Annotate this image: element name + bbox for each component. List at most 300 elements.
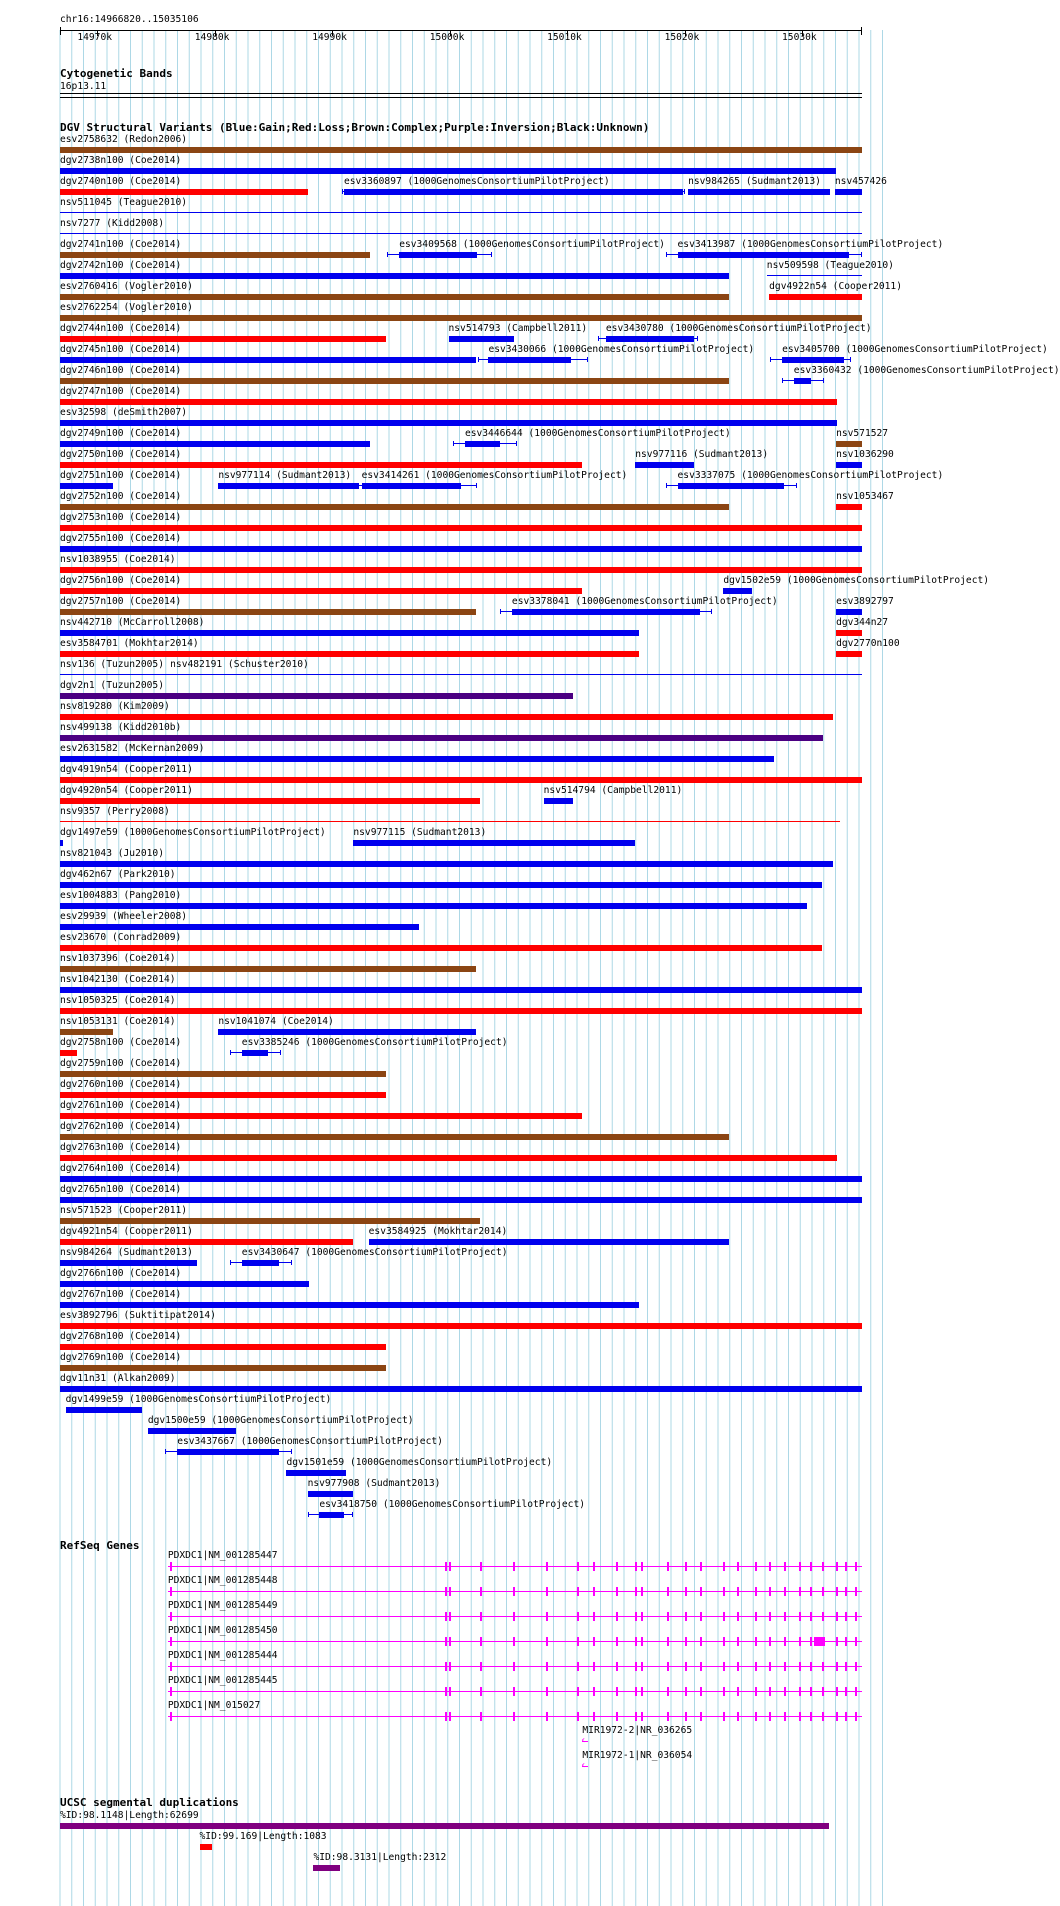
refseq-exon (836, 1687, 838, 1696)
dgv-feature-bar[interactable] (836, 630, 862, 636)
segdup-feature-label[interactable]: %ID:99.169|Length:1083 (199, 1831, 327, 1842)
dgv-feature-bar[interactable] (218, 1029, 475, 1035)
refseq-exon (641, 1687, 643, 1696)
dgv-feature-bar[interactable] (60, 693, 573, 699)
refseq-exon (810, 1687, 812, 1696)
dgv-feature-label[interactable]: nsv509598 (Teague2010) (766, 260, 894, 271)
dgv-feature-label[interactable]: dgv2764n100 (Coe2014) (60, 1163, 182, 1174)
refseq-exon (814, 1637, 825, 1646)
dgv-feature-label[interactable]: esv2631582 (McKernan2009) (60, 743, 205, 754)
dgv-feature-bar[interactable] (60, 483, 113, 489)
refseq-exon (577, 1612, 579, 1621)
dgv-feature-bar[interactable] (60, 1386, 862, 1392)
dgv-feature-bar[interactable] (60, 357, 476, 363)
dgv-feature-whisker-cap (500, 609, 501, 614)
dgv-feature-label[interactable]: nsv1041074 (Coe2014) (218, 1016, 334, 1027)
dgv-feature-bar[interactable] (60, 714, 833, 720)
dgv-feature-bar[interactable] (449, 336, 515, 342)
dgv-feature-bar[interactable] (60, 1365, 386, 1371)
dgv-feature-label[interactable]: dgv462n67 (Park2010) (60, 869, 176, 880)
dgv-feature-label[interactable]: dgv2744n100 (Coe2014) (60, 323, 182, 334)
ruler-tick-label: 14990k (312, 32, 347, 43)
refseq-exon (445, 1687, 447, 1696)
dgv-feature-bar[interactable] (60, 588, 582, 594)
dgv-track-title: DGV Structural Variants (Blue:Gain;Red:Loss;Brown:Complex;Purple:Inversion;Black:Unknown) (60, 121, 650, 134)
dgv-feature-label[interactable]: nsv984264 (Sudmant2013) (60, 1247, 193, 1258)
dgv-feature-bar[interactable] (767, 275, 862, 276)
dgv-feature-bar[interactable] (60, 924, 419, 930)
dgv-feature-bar[interactable] (836, 651, 862, 657)
dgv-feature-bar[interactable] (60, 462, 582, 468)
dgv-feature-bar[interactable] (60, 168, 836, 174)
dgv-feature-bar[interactable] (836, 504, 862, 510)
dgv-feature-bar[interactable] (835, 189, 862, 195)
dgv-feature-bar[interactable] (836, 609, 862, 615)
dgv-feature-label[interactable]: nsv571527 (836, 428, 889, 439)
dgv-feature-bar[interactable] (60, 441, 370, 447)
cytoband-ideogram-bottom (60, 97, 862, 98)
dgv-feature-label[interactable]: dgv2765n100 (Coe2014) (60, 1184, 182, 1195)
dgv-feature-bar[interactable] (60, 945, 822, 951)
refseq-exon (635, 1562, 637, 1571)
refseq-exon (700, 1587, 702, 1596)
dgv-feature-whisker-cap (770, 357, 771, 362)
dgv-feature-bar[interactable] (60, 189, 308, 195)
refseq-exon (810, 1612, 812, 1621)
dgv-feature-label[interactable]: nsv1036290 (836, 449, 894, 460)
refseq-exon (593, 1687, 595, 1696)
dgv-feature-label[interactable]: dgv2746n100 (Coe2014) (60, 365, 182, 376)
refseq-exon (700, 1637, 702, 1646)
dgv-feature-bar[interactable] (60, 294, 729, 300)
dgv-feature-label[interactable]: dgv4922n54 (Cooper2011) (769, 281, 902, 292)
refseq-exon (546, 1637, 548, 1646)
dgv-feature-label[interactable]: dgv2770n100 (836, 638, 900, 649)
dgv-feature-bar[interactable] (512, 609, 700, 615)
refseq-transcript-label[interactable]: PDXDC1|NM_001285445 (167, 1675, 278, 1686)
refseq-exon (755, 1637, 757, 1646)
dgv-feature-label[interactable]: dgv2759n100 (Coe2014) (60, 1058, 182, 1069)
dgv-feature-label[interactable]: dgv2742n100 (Coe2014) (60, 260, 182, 271)
dgv-feature-bar[interactable] (286, 1470, 346, 1476)
dgv-feature-bar[interactable] (170, 674, 862, 675)
dgv-feature-bar[interactable] (344, 189, 683, 195)
dgv-feature-bar[interactable] (60, 315, 862, 321)
refseq-exon (723, 1662, 725, 1671)
dgv-feature-label[interactable]: esv3337075 (1000GenomesConsortiumPilotProject) (677, 470, 944, 481)
dgv-feature-label[interactable]: nsv9357 (Perry2008) (60, 806, 170, 817)
dgv-feature-whisker-cap (516, 441, 517, 446)
dgv-feature-bar[interactable] (60, 504, 729, 510)
dgv-feature-whisker-cap (711, 609, 712, 614)
dgv-feature-label[interactable]: nsv442710 (McCarroll2008) (60, 617, 205, 628)
dgv-feature-label[interactable]: esv23670 (Conrad2009) (60, 932, 182, 943)
refseq-exon (445, 1587, 447, 1596)
refseq-exon (667, 1562, 669, 1571)
refseq-exon (616, 1662, 618, 1671)
dgv-feature-whisker-cap (165, 1449, 166, 1454)
refseq-exon (577, 1662, 579, 1671)
ruler-tick-label: 15010k (547, 32, 582, 43)
dgv-feature-whisker-cap (850, 357, 851, 362)
dgv-feature-label[interactable]: esv29939 (Wheeler2008) (60, 911, 188, 922)
dgv-feature-label[interactable]: esv3405700 (1000GenomesConsortiumPilotProject) (782, 344, 1048, 355)
dgv-feature-bar[interactable] (60, 1113, 582, 1119)
dgv-feature-label[interactable]: dgv1499e59 (1000GenomesConsortiumPilotProject) (65, 1394, 332, 1405)
dgv-feature-bar[interactable] (60, 609, 476, 615)
dgv-feature-bar[interactable] (465, 441, 500, 447)
segdup-feature-label[interactable]: %ID:98.3131|Length:2312 (313, 1852, 447, 1863)
dgv-feature-label[interactable]: esv3378041 (1000GenomesConsortiumPilotProject) (511, 596, 778, 607)
dgv-feature-label[interactable]: esv1004883 (Pang2010) (60, 890, 182, 901)
dgv-feature-label[interactable]: dgv2769n100 (Coe2014) (60, 1352, 182, 1363)
refseq-transcript-label[interactable]: PDXDC1|NM_015027 (167, 1700, 261, 1711)
dgv-feature-bar[interactable] (60, 1281, 309, 1287)
dgv-feature-label[interactable]: esv3430647 (1000GenomesConsortiumPilotProject) (241, 1247, 508, 1258)
dgv-feature-bar[interactable] (60, 1323, 862, 1329)
dgv-feature-label[interactable]: nsv499138 (Kidd2010b) (60, 722, 182, 733)
dgv-feature-bar[interactable] (60, 420, 837, 426)
dgv-feature-label[interactable]: nsv482191 (Schuster2010) (170, 659, 309, 670)
refseq-exon (577, 1637, 579, 1646)
dgv-feature-label[interactable]: nsv1053131 (Coe2014) (60, 1016, 176, 1027)
dgv-feature-label[interactable]: esv2762254 (Vogler2010) (60, 302, 193, 313)
refseq-exon (700, 1687, 702, 1696)
dgv-feature-label[interactable]: nsv136 (Tuzun2005) (60, 659, 164, 670)
dgv-feature-label[interactable]: esv2760416 (Vogler2010) (60, 281, 193, 292)
dgv-feature-label[interactable]: dgv2745n100 (Coe2014) (60, 344, 182, 355)
dgv-feature-label[interactable]: esv3584701 (Mokhtar2014) (60, 638, 199, 649)
dgv-feature-label[interactable]: nsv514793 (Campbell2011) (448, 323, 588, 334)
refseq-transcript-label[interactable]: MIR1972-2|NR_036265 (582, 1725, 693, 1736)
dgv-feature-whisker-cap (782, 378, 783, 383)
refseq-exon (685, 1687, 687, 1696)
ruler-tick-label: 14980k (194, 32, 230, 43)
dgv-feature-bar[interactable] (242, 1260, 280, 1266)
refseq-exon (616, 1687, 618, 1696)
dgv-feature-bar[interactable] (678, 483, 785, 489)
refseq-transcript-label[interactable]: PDXDC1|NM_001285448 (167, 1575, 278, 1586)
refseq-exon (784, 1687, 786, 1696)
dgv-feature-bar[interactable] (60, 903, 807, 909)
dgv-feature-bar[interactable] (60, 1260, 197, 1266)
dgv-feature-label[interactable]: esv3437667 (1000GenomesConsortiumPilotProject) (177, 1436, 443, 1447)
refseq-exon (593, 1637, 595, 1646)
dgv-feature-whisker-cap (230, 1050, 231, 1055)
refseq-exon (170, 1562, 172, 1571)
dgv-feature-bar[interactable] (60, 821, 840, 822)
dgv-feature-label[interactable]: dgv11n31 (Alkan2009) (60, 1373, 176, 1384)
dgv-feature-bar[interactable] (60, 1029, 113, 1035)
dgv-feature-bar[interactable] (794, 378, 812, 384)
dgv-feature-bar[interactable] (60, 1155, 837, 1161)
dgv-feature-label[interactable]: nsv1042130 (Coe2014) (60, 974, 176, 985)
refseq-exon (513, 1587, 515, 1596)
refseq-exon (855, 1662, 857, 1671)
dgv-feature-label[interactable]: esv3414261 (1000GenomesConsortiumPilotProject) (361, 470, 628, 481)
dgv-feature-label[interactable]: esv3430780 (1000GenomesConsortiumPilotProject) (605, 323, 872, 334)
segdup-feature-bar[interactable] (60, 1823, 829, 1829)
refseq-exon (769, 1662, 771, 1671)
segdup-feature-bar[interactable] (200, 1844, 213, 1850)
refseq-exon (445, 1612, 447, 1621)
dgv-feature-whisker-cap (861, 252, 862, 257)
dgv-feature-bar[interactable] (60, 1092, 386, 1098)
dgv-feature-label[interactable]: dgv344n27 (836, 617, 889, 628)
dgv-feature-bar[interactable] (60, 987, 862, 993)
dgv-feature-bar[interactable] (769, 294, 862, 300)
dgv-feature-bar[interactable] (60, 567, 862, 573)
dgv-feature-label[interactable]: nsv1053467 (836, 491, 894, 502)
dgv-feature-label[interactable]: dgv2738n100 (Coe2014) (60, 155, 182, 166)
cytoband-label[interactable]: 16p13.11 (60, 81, 107, 92)
dgv-feature-label[interactable]: dgv2768n100 (Coe2014) (60, 1331, 182, 1342)
refseq-exon (784, 1587, 786, 1596)
dgv-feature-label[interactable]: esv3430066 (1000GenomesConsortiumPilotProject) (488, 344, 755, 355)
dgv-feature-label[interactable]: esv3360897 (1000GenomesConsortiumPilotProject) (343, 176, 610, 187)
dgv-feature-label[interactable]: esv2758632 (Redon2006) (60, 134, 188, 145)
dgv-feature-bar[interactable] (60, 1134, 729, 1140)
dgv-feature-label[interactable]: nsv571523 (Cooper2011) (60, 1205, 188, 1216)
dgv-feature-label[interactable]: dgv2762n100 (Coe2014) (60, 1121, 182, 1132)
dgv-feature-label[interactable]: dgv2752n100 (Coe2014) (60, 491, 182, 502)
dgv-feature-bar[interactable] (218, 483, 359, 489)
dgv-feature-bar[interactable] (60, 966, 476, 972)
refseq-transcript-label[interactable]: PDXDC1|NM_001285450 (167, 1625, 278, 1636)
dgv-feature-bar[interactable] (723, 588, 751, 594)
dgv-feature-bar[interactable] (60, 525, 862, 531)
dgv-feature-bar[interactable] (60, 336, 386, 342)
dgv-feature-label[interactable]: dgv1500e59 (1000GenomesConsortiumPilotProject) (147, 1415, 414, 1426)
dgv-feature-bar[interactable] (60, 651, 639, 657)
dgv-feature-bar[interactable] (836, 462, 862, 468)
dgv-feature-bar[interactable] (60, 1344, 386, 1350)
dgv-feature-label[interactable]: nsv1038955 (Coe2014) (60, 554, 176, 565)
dgv-feature-whisker-cap (478, 357, 479, 362)
dgv-feature-label[interactable]: dgv2741n100 (Coe2014) (60, 239, 182, 250)
ruler-tick-label: 14970k (77, 32, 112, 43)
dgv-feature-label[interactable]: nsv7277 (Kidd2008) (60, 218, 164, 229)
dgv-feature-bar[interactable] (60, 798, 480, 804)
dgv-feature-bar[interactable] (60, 1302, 639, 1308)
dgv-feature-bar[interactable] (177, 1449, 279, 1455)
dgv-feature-bar[interactable] (60, 378, 729, 384)
dgv-feature-label[interactable]: nsv984265 (Sudmant2013) (688, 176, 821, 187)
dgv-feature-label[interactable]: nsv977114 (Sudmant2013) (218, 470, 352, 481)
refseq-exon (784, 1662, 786, 1671)
dgv-feature-bar[interactable] (678, 252, 849, 258)
dgv-feature-bar[interactable] (60, 147, 862, 153)
refseq-exon (845, 1687, 847, 1696)
dgv-feature-bar[interactable] (488, 357, 570, 363)
dgv-feature-label[interactable]: dgv2758n100 (Coe2014) (60, 1037, 182, 1048)
dgv-feature-label[interactable]: nsv977115 (Sudmant2013) (353, 827, 487, 838)
refseq-exon (667, 1662, 669, 1671)
refseq-exon (635, 1687, 637, 1696)
dgv-feature-bar[interactable] (635, 462, 694, 468)
dgv-feature-bar[interactable] (782, 357, 844, 363)
dgv-feature-label[interactable]: dgv2755n100 (Coe2014) (60, 533, 182, 544)
refseq-exon (577, 1587, 579, 1596)
dgv-feature-bar[interactable] (369, 1239, 730, 1245)
dgv-feature-bar[interactable] (60, 399, 837, 405)
dgv-feature-label[interactable]: dgv2n1 (Tuzun2005) (60, 680, 164, 691)
refseq-exon (769, 1562, 771, 1571)
dgv-feature-label[interactable]: esv3418750 (1000GenomesConsortiumPilotProject) (319, 1499, 586, 1510)
refseq-transcript-label[interactable]: MIR1972-1|NR_036054 (582, 1750, 693, 1761)
dgv-feature-label[interactable]: dgv2757n100 (Coe2014) (60, 596, 182, 607)
dgv-feature-bar[interactable] (60, 674, 170, 675)
dgv-feature-bar[interactable] (60, 882, 822, 888)
dgv-feature-bar[interactable] (60, 546, 862, 552)
dgv-feature-label[interactable]: dgv4921n54 (Cooper2011) (60, 1226, 193, 1237)
refseq-exon (480, 1687, 482, 1696)
dgv-feature-label[interactable]: esv3892796 (Suktitipat2014) (60, 1310, 216, 1321)
refseq-exon (822, 1612, 824, 1621)
dgv-feature-label[interactable]: dgv2763n100 (Coe2014) (60, 1142, 182, 1153)
segdup-feature-label[interactable]: %ID:98.1148|Length:62699 (60, 1810, 199, 1821)
dgv-feature-bar[interactable] (60, 1197, 862, 1203)
refseq-exon (449, 1662, 451, 1671)
dgv-feature-bar[interactable] (60, 1050, 77, 1056)
dgv-feature-label[interactable]: nsv457426 (834, 176, 887, 187)
dgv-feature-bar[interactable] (242, 1050, 268, 1056)
strand-arrow-icon: ‹ (580, 1735, 587, 1746)
dgv-feature-label[interactable]: nsv1037396 (Coe2014) (60, 953, 176, 964)
dgv-feature-label[interactable]: dgv4919n54 (Cooper2011) (60, 764, 193, 775)
dgv-feature-bar[interactable] (353, 840, 635, 846)
dgv-feature-bar[interactable] (399, 252, 477, 258)
dgv-feature-label[interactable]: esv3446644 (1000GenomesConsortiumPilotProject) (464, 428, 731, 439)
dgv-feature-label[interactable]: dgv1497e59 (1000GenomesConsortiumPilotProject) (60, 827, 326, 838)
refseq-exon (445, 1637, 447, 1646)
refseq-exon (822, 1562, 824, 1571)
dgv-feature-label[interactable]: nsv977908 (Sudmant2013) (307, 1478, 441, 1489)
dgv-feature-label[interactable]: nsv821043 (Ju2010) (60, 848, 164, 859)
refseq-exon (685, 1612, 687, 1621)
dgv-feature-whisker-cap (453, 441, 454, 446)
refseq-transcript-label[interactable]: PDXDC1|NM_001285449 (167, 1600, 278, 1611)
ruler-tick-label: 15000k (429, 32, 465, 43)
dgv-feature-bar[interactable] (60, 756, 774, 762)
dgv-feature-bar[interactable] (60, 1239, 353, 1245)
refseq-exon (546, 1662, 548, 1671)
dgv-feature-bar[interactable] (60, 212, 862, 213)
dgv-feature-bar[interactable] (60, 840, 63, 846)
refseq-exon (769, 1687, 771, 1696)
dgv-feature-label[interactable]: dgv2740n100 (Coe2014) (60, 176, 182, 187)
refseq-exon (836, 1562, 838, 1571)
dgv-feature-bar[interactable] (308, 1491, 354, 1497)
dgv-feature-bar[interactable] (836, 441, 862, 447)
dgv-feature-bar[interactable] (362, 483, 462, 489)
refseq-exon (822, 1587, 824, 1596)
dgv-feature-label[interactable]: nsv1050325 (Coe2014) (60, 995, 176, 1006)
refseq-exon (836, 1662, 838, 1671)
dgv-feature-bar[interactable] (60, 861, 833, 867)
refseq-exon (723, 1562, 725, 1571)
dgv-feature-label[interactable]: esv3584925 (Mokhtar2014) (368, 1226, 508, 1237)
dgv-feature-label[interactable]: esv3385246 (1000GenomesConsortiumPilotProject) (241, 1037, 508, 1048)
refseq-transcript-label[interactable]: PDXDC1|NM_001285444 (167, 1650, 278, 1661)
dgv-feature-bar[interactable] (60, 233, 862, 234)
refseq-exon (855, 1587, 857, 1596)
dgv-feature-bar[interactable] (60, 1218, 480, 1224)
dgv-feature-label[interactable]: dgv2766n100 (Coe2014) (60, 1268, 182, 1279)
dgv-feature-label[interactable]: dgv1501e59 (1000GenomesConsortiumPilotProject) (286, 1457, 553, 1468)
dgv-feature-bar[interactable] (60, 1071, 386, 1077)
dgv-feature-label[interactable]: dgv2753n100 (Coe2014) (60, 512, 182, 523)
dgv-feature-label[interactable]: dgv4920n54 (Cooper2011) (60, 785, 193, 796)
dgv-feature-bar[interactable] (60, 1008, 862, 1014)
dgv-feature-label[interactable]: dgv2749n100 (Coe2014) (60, 428, 182, 439)
dgv-feature-label[interactable]: nsv514794 (Campbell2011) (543, 785, 683, 796)
dgv-feature-label[interactable]: esv3409568 (1000GenomesConsortiumPilotProject) (399, 239, 665, 250)
dgv-feature-label[interactable]: dgv2760n100 (Coe2014) (60, 1079, 182, 1090)
dgv-feature-bar[interactable] (606, 336, 694, 342)
refseq-exon (810, 1637, 812, 1646)
dgv-feature-label[interactable]: nsv511045 (Teague2010) (60, 197, 188, 208)
refseq-exon (784, 1637, 786, 1646)
dgv-feature-label[interactable]: dgv2767n100 (Coe2014) (60, 1289, 182, 1300)
segdup-feature-bar[interactable] (313, 1865, 340, 1871)
refseq-transcript-label[interactable]: PDXDC1|NM_001285447 (167, 1550, 278, 1561)
refseq-exon (769, 1587, 771, 1596)
dgv-feature-bar[interactable] (60, 630, 639, 636)
refseq-track-title: RefSeq Genes (60, 1539, 140, 1552)
dgv-feature-label[interactable]: esv32598 (deSmith2007) (60, 407, 188, 418)
refseq-exon (480, 1637, 482, 1646)
dgv-feature-label[interactable]: nsv819280 (Kim2009) (60, 701, 170, 712)
dgv-feature-bar[interactable] (66, 1407, 142, 1413)
position-ruler[interactable] (60, 26, 862, 44)
refseq-exon (784, 1612, 786, 1621)
refseq-exon (445, 1712, 447, 1721)
dgv-feature-label[interactable]: dgv2747n100 (Coe2014) (60, 386, 182, 397)
refseq-exon (810, 1712, 812, 1721)
dgv-feature-label[interactable]: dgv2761n100 (Coe2014) (60, 1100, 182, 1111)
refseq-exon (513, 1712, 515, 1721)
dgv-feature-label[interactable]: esv3892797 (836, 596, 894, 607)
refseq-exon (845, 1712, 847, 1721)
refseq-exon (577, 1687, 579, 1696)
dgv-feature-label[interactable]: dgv2756n100 (Coe2014) (60, 575, 182, 586)
dgv-feature-label[interactable]: esv3413987 (1000GenomesConsortiumPilotProject) (677, 239, 944, 250)
refseq-exon (685, 1662, 687, 1671)
dgv-feature-bar[interactable] (60, 252, 370, 258)
dgv-feature-bar[interactable] (60, 777, 862, 783)
refseq-exon (822, 1687, 824, 1696)
dgv-feature-label[interactable]: dgv2751n100 (Coe2014) (60, 470, 182, 481)
cytoband-ideogram-top (60, 93, 862, 94)
dgv-feature-bar[interactable] (148, 1428, 236, 1434)
dgv-feature-bar[interactable] (60, 273, 729, 279)
refseq-exon (170, 1687, 172, 1696)
refseq-exon (449, 1637, 451, 1646)
dgv-feature-bar[interactable] (60, 735, 823, 741)
dgv-feature-label[interactable]: esv3360432 (1000GenomesConsortiumPilotProject) (793, 365, 1060, 376)
refseq-exon (641, 1612, 643, 1621)
dgv-feature-bar[interactable] (60, 1176, 862, 1182)
dgv-feature-label[interactable]: nsv977116 (Sudmant2013) (635, 449, 769, 460)
dgv-feature-bar[interactable] (688, 189, 830, 195)
refseq-exon (546, 1712, 548, 1721)
dgv-feature-label[interactable]: dgv2750n100 (Coe2014) (60, 449, 182, 460)
dgv-feature-label[interactable]: dgv1502e59 (1000GenomesConsortiumPilotProject) (723, 575, 990, 586)
dgv-feature-bar[interactable] (544, 798, 573, 804)
refseq-exon (170, 1662, 172, 1671)
dgv-feature-bar[interactable] (319, 1512, 344, 1518)
